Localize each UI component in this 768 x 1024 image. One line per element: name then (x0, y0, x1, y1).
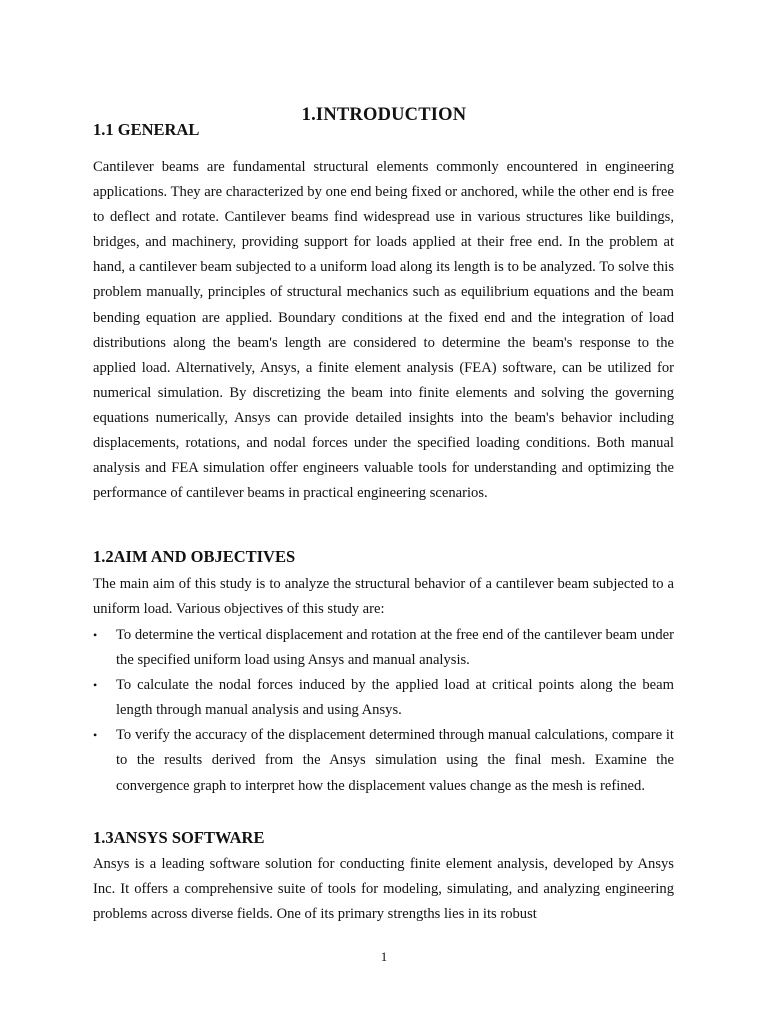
section-heading-aim: 1.2AIM AND OBJECTIVES (93, 547, 296, 566)
list-item-text: To calculate the nodal forces induced by the applied load at critical points along the beam length through manual analysis and using Ansys. (116, 677, 674, 719)
paragraph-ansys: Ansys is a leading software solution for conducting finite element analysis, developed by Ansys Inc. It offers a comprehensive suite of tools for modeling, simulating, and analyzing engineering problems across diverse fields. One of its primary strengths lies in its robust (93, 856, 674, 923)
page-number: 1 (380, 949, 388, 964)
chapter-title: 1.INTRODUCTION (301, 105, 467, 125)
list-item (93, 623, 674, 673)
objectives-list (93, 623, 674, 799)
paragraph-general: Cantilever beams are fundamental structural elements commonly encountered in engineering applications. They are characterized by one end being fixed or anchored, while the other end is free to deflect and rotate. Cantilever beams find widespread use in various structures like buildings, bridges, and machinery, providing support for loads applied at their free end. In the problem at hand, a cantilever beam subjected to a uniform load along its length is to be analyzed. To solve this problem manually, principles of structural mechanics such as equilibrium equations and the beam bending equation are applied. Boundary conditions at the fixed end and the integration of load distributions along the beam's length are considered to determine the beam's response to the applied load. Alternatively, Ansys, a finite element analysis (FEA) software, can be utilized for numerical simulation. By discretizing the beam into finite elements and solving the governing equations numerically, Ansys can provide detailed insights into the beam's behavior including displacements, rotations, and nodal forces under the specified loading conditions. Both manual analysis and FEA simulation offer engineers valuable tools for understanding and optimizing the performance of cantilever beams in practical engineering scenarios. (93, 159, 674, 502)
paragraph-aim: The main aim of this study is to analyze the structural behavior of a cantilever beam subjected to a uniform load. Various objectives of this study are: (93, 576, 674, 618)
bullet-icon: • (93, 728, 98, 743)
list-item-text: To verify the accuracy of the displacement determined through manual calculations, compare it to the results derived from the Ansys simulation using the final mesh. Examine the convergence graph to interpret how the displacement values change as the mesh is refined. (116, 727, 674, 794)
section-heading-general: 1.1 GENERAL (93, 120, 200, 139)
list-item (93, 723, 674, 798)
bullet-icon: • (93, 628, 98, 642)
bullet-icon: • (93, 678, 98, 693)
list-item (93, 673, 674, 723)
section-heading-ansys: 1.3ANSYS SOFTWARE (93, 828, 265, 847)
list-item-text: To determine the vertical displacement and rotation at the free end of the cantilever beam under the specified uniform load using Ansys and manual analysis. (116, 627, 674, 669)
